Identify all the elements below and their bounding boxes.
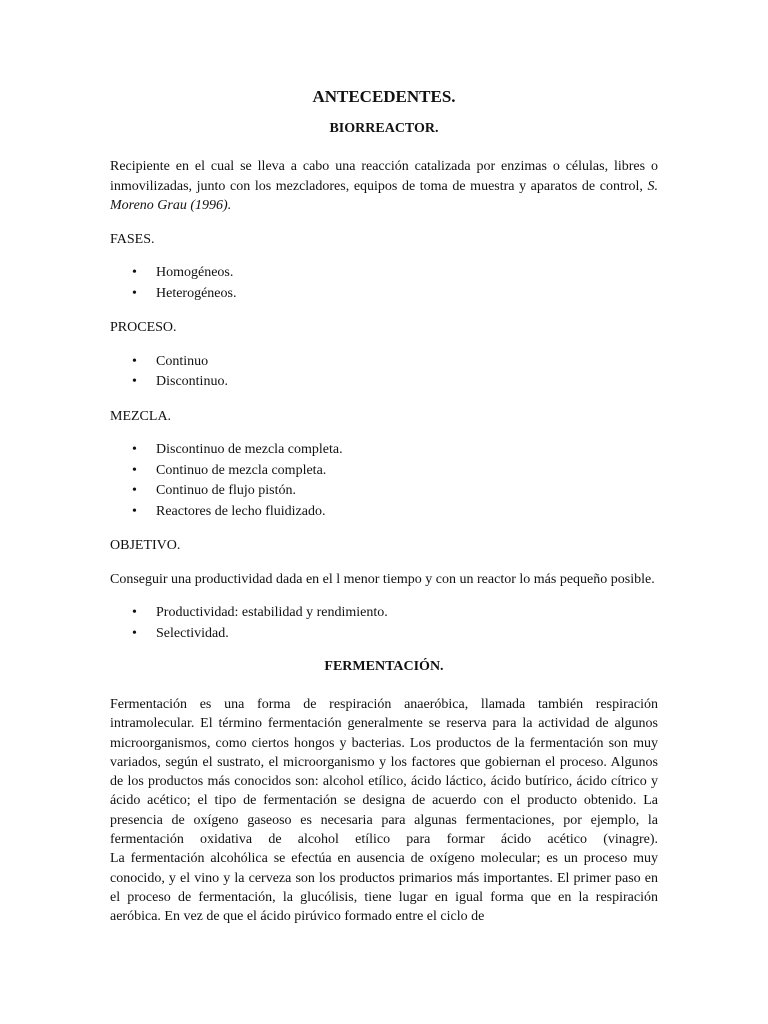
objective-text: Conseguir una productividad dada en el l menor tiempo y con un reactor lo más pequeño posible.: [110, 571, 655, 587]
document-content: [110, 86, 658, 927]
list-fases: [110, 263, 658, 304]
list-proceso: [110, 352, 658, 393]
objective-label: OBJETIVO.: [110, 538, 181, 553]
group-label-proceso: PROCESO.: [110, 320, 177, 335]
list-item: [110, 440, 658, 461]
list-item-text: Continuo de flujo pistón.: [156, 483, 296, 498]
list-item: [110, 284, 658, 305]
definition-citation: S. Moreno Grau (1996).: [110, 178, 658, 213]
list-item: [110, 624, 658, 645]
bullet-icon: •: [132, 462, 137, 478]
definition-text: Recipiente en el cual se lleva a cabo una reacción catalizada por enzimas o células, libres o inmovilizadas, junto con los mezcladores, equipos de toma de muestra y aparatos de control,: [110, 159, 658, 194]
list-item: [110, 263, 658, 284]
group-label-mezcla: MEZCLA.: [110, 408, 172, 424]
list-item: [110, 461, 658, 482]
bullet-icon: •: [132, 503, 137, 519]
list-item-text: Homogéneos.: [156, 265, 234, 280]
bullet-icon: •: [132, 353, 137, 369]
list-item-text: Heterogéneos.: [156, 285, 237, 301]
bullet-icon: •: [132, 442, 137, 457]
bullet-icon: •: [132, 374, 137, 389]
list-item: [110, 352, 658, 373]
list-item-text: Continuo: [156, 353, 209, 369]
list-item-text: Discontinuo.: [156, 374, 228, 389]
list-item: [110, 502, 658, 523]
bullet-icon: •: [132, 483, 137, 498]
list-item-text: Continuo de mezcla completa.: [156, 462, 327, 478]
list-mezcla: [110, 440, 658, 522]
bullet-icon: •: [132, 285, 137, 301]
list-item-text: Discontinuo de mezcla completa.: [156, 442, 343, 457]
list-item: [110, 372, 658, 393]
bullet-icon: •: [132, 265, 137, 280]
list-item: [110, 603, 658, 624]
section-heading-fermentacion: FERMENTACIÓN.: [324, 659, 444, 674]
list-item-text: Productividad: estabilidad y rendimiento.: [156, 605, 388, 620]
list-item: [110, 481, 658, 502]
list-objetivo: [110, 603, 658, 644]
fermentation-paragraph-2: La fermentación alcohólica se efectúa en ausencia de oxígeno molecular; es un proceso muy conocido, y el vino y la cerveza son los productos primarios más importantes. El primer paso en el proceso de fermentación, la glucólisis, tiene lugar en igual forma que en la respiración aeróbica. En vez de que el ácido pirúvico formado entre el ciclo de: [110, 851, 658, 925]
bullet-icon: •: [132, 605, 137, 620]
section-heading-biorreactor: BIORREACTOR.: [329, 121, 439, 136]
biorreactor-definition: [110, 157, 658, 216]
bullet-icon: •: [132, 625, 137, 641]
list-item-text: Reactores de lecho fluidizado.: [156, 503, 326, 519]
group-label-fases: FASES.: [110, 231, 155, 247]
page-title: ANTECEDENTES.: [312, 87, 456, 106]
fermentation-paragraph-1: Fermentación es una forma de respiración anaeróbica, llamada también respiración intramolecular. El término fermentación generalmente se reserva para la actividad de algunos microorganismos, como ciertos hongos y bacterias. Los productos de la fermentación son muy variados, según el sustrato, el microorganismo y los factores que gobiernan el proceso. Algunos de los productos más conocidos son: alcohol etílico, ácido láctico, ácido butírico, ácido cítrico y ácido acético; el tipo de fermentación se designa de acuerdo con el producto obtenido. La presencia de oxígeno gaseoso es necesaria para algunas fermentaciones, por ejemplo, la fermentación oxidativa de alcohol etílico para formar ácido acético (vinagre).: [110, 697, 658, 848]
list-item-text: Selectividad.: [156, 625, 229, 641]
